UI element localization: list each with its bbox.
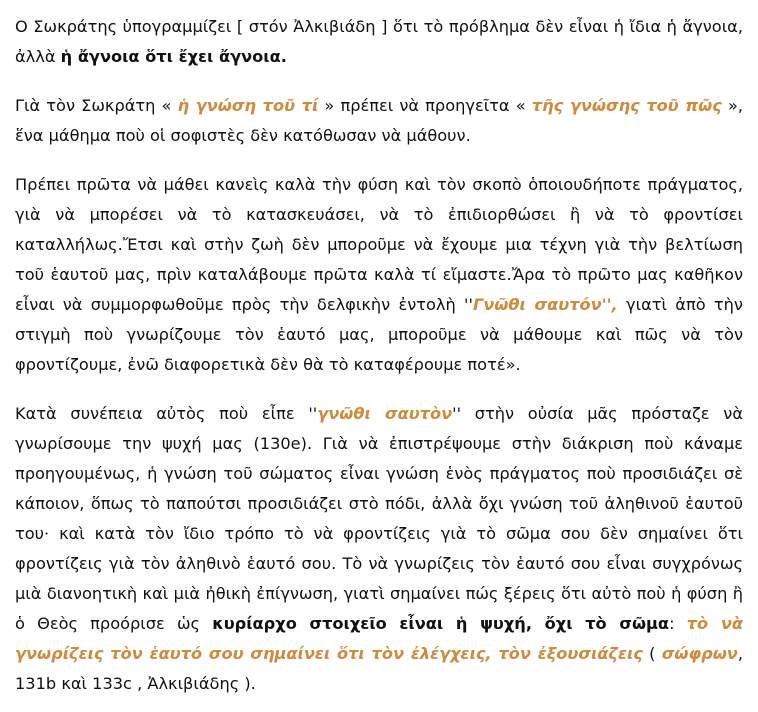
paragraph-3-text-1: Πρέπει πρῶτα νὰ μάθει κανεὶς καλὰ τὴν φύση καὶ τὸν σκοπὸ ὁποιουδήποτε πράγματος, γιὰ νὰ μπορέσει νὰ τὸ κατασκευάσει, νὰ τὸ ἐπιδιορθώσει ἢ νὰ τὸ φροντίσει καταλλήλως.Ἔτσι καὶ στὴν ζωὴ δὲν μποροῦμε νὰ ἔχουμε μια τέχνη γιὰ τὴν βελτίωση τοῦ ἑαυτοῦ μας, πρὶν καταλάβουμε πρῶτα καλὰ τί εἴμαστε.Ἄρα τὸ πρῶτο μας καθῆκον εἶναι νὰ συμμορφωθοῦμε πρὸς τὴν δελφικὴν ἐντολὴ '' xyxy=(15,175,743,314)
paragraph-4-bold-phrase: κυρίαρχο στοιχεῖο εἶναι ἡ ψυχή, ὄχι τὸ σῶμα xyxy=(212,614,670,633)
paragraph-4-text-1: Κατὰ συνέπεια αὐτὸς ποὺ εἶπε '' xyxy=(15,404,318,423)
paragraph-4-highlight-conclusion: τὸ νὰ γνωρίζεις τὸν ἑαυτό σου σημαίνει ὅτι τὸν ἐλέγχεις, τὸν ἐξουσιάζεις xyxy=(15,614,743,663)
paragraph-3-highlight-know-thyself: Γνῶθι σαυτόν'', xyxy=(472,295,618,314)
paragraph-1 xyxy=(15,12,743,72)
paragraph-2-text-3: », ἕνα μάθημα ποὺ οἱ σοφιστὲς δὲν κατόθωσαν νὰ μάθουν. xyxy=(15,96,743,145)
paragraph-2 xyxy=(15,91,743,151)
document-page xyxy=(15,12,743,699)
paragraph-4 xyxy=(15,399,743,699)
paragraph-4-highlight-know-thyself: γνῶθι σαυτὸν xyxy=(317,404,453,423)
paragraph-1-bold-phrase: ἡ ἄγνοια ὅτι ἔχει ἄγνοια. xyxy=(60,47,287,66)
paragraph-4-text-5: , 131b καὶ 133c , Ἀλκιβιάδης ). xyxy=(15,644,743,693)
paragraph-2-text-1: Γιὰ τὸν Σωκράτη « xyxy=(15,96,178,115)
paragraph-4-text-3: : xyxy=(669,614,687,633)
paragraph-2-highlight-how: τῆς γνώσης τοῦ πῶς xyxy=(531,96,722,115)
paragraph-4-text-2: '' στὴν οὐσία μᾶς πρόσταζε νὰ γνωρίσουμε την ψυχή μας (130e). Γιὰ νὰ ἐπιστρέψουμε στὴν διάκριση ποὺ κάναμε προηγουμένως, ἡ γνώση τοῦ σώματος εἶναι γνώση ἑνὸς πράγματος ποὺ προσιδιάζει σὲ κάποιον, ὅπως τὸ παπούτσι προσιδιάζει στὸ πόδι, ἀλλὰ ὄχι γνώση τοῦ ἀληθινοῦ ἑαυτοῦ του· καὶ κατὰ τὸν ἴδιο τρόπο τὸ νὰ φροντίζεις γιὰ τὸ σῶμα σου δὲν σημαίνει ὅτι φροντίζεις γιὰ τὸν ἀληθινὸ ἑαυτό σου. Τὸ νὰ γνωρίζεις τὸν ἑαυτό σου εἶναι συγχρόνως μιὰ διανοητικὴ καὶ μιὰ ἠθικὴ ἐπίγνωση, γιατὶ σημαίνει πώς ξέρεις ὅτι αὐτὸ ποὺ ἡ φύση ἢ ὁ Θεὸς προόρισε ὡς xyxy=(15,404,743,633)
paragraph-4-highlight-sophron: σώφρων xyxy=(661,644,738,663)
paragraph-3-text-2: γιατὶ ἀπὸ τὴν στιγμὴ ποὺ γνωρίζουμε τὸν ἑαυτό μας, μποροῦμε νὰ μάθουμε καὶ πῶς νὰ τὸν φροντίζουμε, ἐνῶ διαφορετικὰ δὲν θὰ τὸ καταφέρουμε ποτέ». xyxy=(15,295,743,374)
paragraph-4-text-4: ( xyxy=(642,644,662,663)
paragraph-2-text-2: » πρέπει νὰ προηγεῖτα « xyxy=(318,96,532,115)
paragraph-3 xyxy=(15,170,743,380)
paragraph-2-highlight-what: ἡ γνώση τοῦ τί xyxy=(177,96,319,115)
paragraph-1-text: Ο Σωκράτης ὑπογραμμίζει [ στόν Ἀλκιβιάδη ] ὅτι τὸ πρόβλημα δὲν εἶναι ἡ ἴδια ἡ ἄγνοια, ἀλλὰ xyxy=(15,17,743,66)
